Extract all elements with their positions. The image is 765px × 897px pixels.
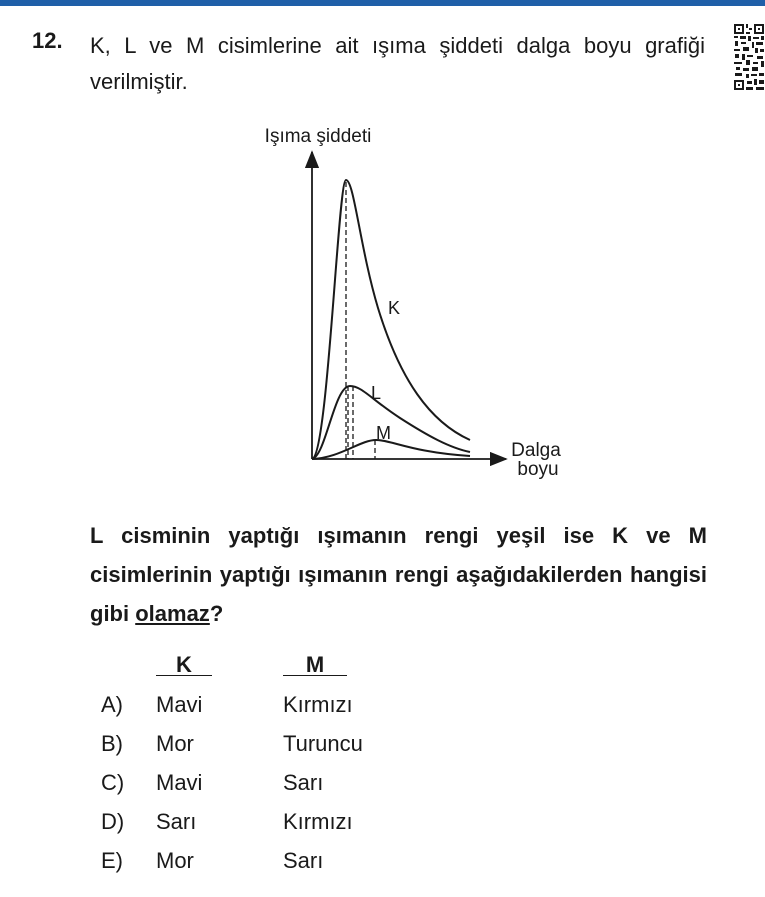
x-axis-label-line2: boyu	[517, 459, 559, 480]
option-m-value: Kırmızı	[283, 809, 353, 834]
prompt-end: ?	[209, 601, 224, 626]
question-stem: K, L ve M cisimlerine ait ışıma şiddeti dalga boyu grafiği verilmiştir.	[90, 33, 705, 94]
option-k-value: Sarı	[156, 809, 197, 834]
curve-label-k: K	[388, 298, 401, 318]
option-label: B)	[101, 731, 123, 756]
option-k-value: Mavi	[156, 692, 203, 717]
option-e[interactable]	[0, 848, 765, 886]
prompt-main: L cisminin yaptığı ışımanın rengi yeşil ise K ve M cisimlerinin yaptığı ışımanın rengi aşağıdakilerden hangisi gibi	[90, 523, 707, 626]
option-label: D)	[101, 809, 125, 834]
column-header-m-label: M	[305, 652, 325, 677]
header-bar	[0, 0, 765, 6]
prompt-underlined: olamaz	[135, 601, 210, 626]
question-number: 12.	[32, 28, 63, 53]
y-axis-label: Işıma şiddeti	[264, 126, 372, 147]
option-m-value: Kırmızı	[283, 692, 353, 717]
option-b[interactable]	[0, 731, 765, 769]
radiation-intensity-graph	[250, 118, 590, 490]
option-m-value: Sarı	[283, 848, 324, 873]
qr-code-icon[interactable]	[733, 22, 765, 92]
option-k-value: Mavi	[156, 770, 203, 795]
option-k-value: Mor	[156, 848, 194, 873]
curve-l	[312, 386, 470, 459]
x-axis-label-line1: Dalga	[511, 440, 561, 461]
curve-label-m: M	[376, 423, 391, 443]
option-c[interactable]	[0, 770, 765, 808]
option-a[interactable]	[0, 692, 765, 730]
option-label: E)	[101, 848, 123, 873]
option-m-value: Sarı	[283, 770, 324, 795]
option-d[interactable]	[0, 809, 765, 847]
column-header-k-label: K	[176, 652, 192, 677]
curve-k	[312, 180, 470, 459]
option-label: C)	[101, 770, 125, 795]
column-header-m	[283, 652, 347, 678]
option-m-value: Turuncu	[283, 731, 363, 756]
question-prompt	[90, 516, 707, 633]
option-label: A)	[101, 692, 123, 717]
column-header-k	[156, 652, 212, 678]
curve-label-l: L	[371, 383, 382, 403]
option-k-value: Mor	[156, 731, 194, 756]
